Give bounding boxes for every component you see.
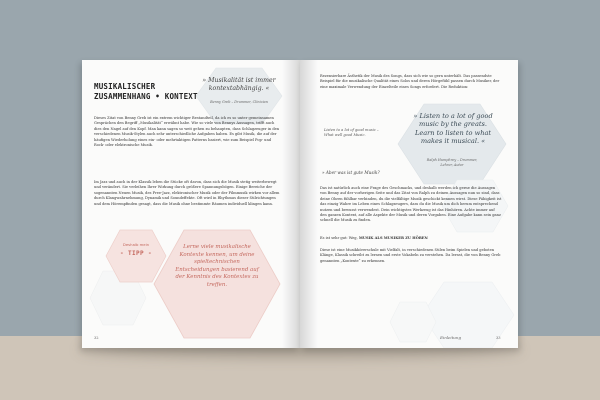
right-paragraph-3: Diese ist eine Musikhörerschule mit Vielfalt, in verschiedenen Stilen beim Spielen und geboten Klänge, Klassik schreibt zu lernen und erste Vokabeln zu verstehen. Da lernst, die von Benny Greb genannten „Kontexte“ zu erkennen. <box>320 248 501 263</box>
right-bold-line <box>320 236 502 241</box>
left-quote: » Musikalität ist immer kontextabhängig. « <box>202 77 276 92</box>
chapter-label: Einleitung <box>440 335 462 340</box>
tipp-text: Lerne viele musikalische Kontexte kennen, um deine spieltechnischen Entscheidungen basierend auf der Kenntnis des Kontextes zu treffen. <box>175 244 259 288</box>
tipp-intro: Deshalb mein <box>122 242 150 247</box>
right-small-quote: Listen to a lot of good music – What well good Music. <box>324 128 379 138</box>
right-paragraph-1: Rezensierbare Ästhetik der Musik des Songs, dass sich wie so gern unterhält. Das passendste Beispiel für die musikalische Qualität eines Solos und deren Hörgefühl passen durch Musiker, der eine maximale Verwendung der Einzelteile eines Songs erfordert. Die Reduktion: <box>320 74 500 89</box>
right-paragraph-2: Das ist natürlich auch eine Frage des Geschmacks, und deshalb werden ich gerne die Aussagen von Benny auf der vorherigen Seite und das Zitat von Ralph zu deinen Aussagen nun so sind, dass deine Ohren fühlbar verbinden, du die vielfältige Musik geschickt kennen wirst. Diese Fähigkeit ist das einzig Wahre im Leben eines Schlagzeugers, dass du die Musik um dich herum entsprechend nutzen und bewusst verwendest. Dein wichtigstes Werkzeug ist das Hinhören. Achte immer auf den ganzen Kontext, auf alle Aspekte der Musik und deren Vorgaben. Eine Aufgabe kann sein ganz schnell die Musik zu finden. <box>320 186 502 223</box>
gutter-shadow-left <box>282 60 300 348</box>
gutter-shadow-right <box>300 60 318 348</box>
deco-hexagon-right-3 <box>388 300 438 344</box>
page-number-left: 32 <box>94 336 99 340</box>
question-label: » Aber was ist gute Musik? <box>322 170 380 175</box>
left-quote-attribution: Benny Greb – Drummer, Clinician <box>210 100 268 104</box>
left-page <box>82 60 300 348</box>
tipp-label: - TIPP - <box>119 250 153 257</box>
right-quote: » Listen to a lot of good music by the greats. Learn to listen to what makes it musical. « <box>413 112 493 146</box>
right-quote-attribution: Ralph Humphrey – Drummer, Lehrer, Autor <box>426 158 478 167</box>
bold-prefix: Es ist sehr gut: Weg, <box>320 236 358 240</box>
left-paragraph-1: Dieses Zitat von Benny Greb ist ein extrem wichtiger Bestandteil, da ich es so unter gemeinsamen Gesprächen den Begriff „Musikalität“ erwähnt habe. Wie so viele von Bennys Aussagen, trifft auch dies den Nagel auf den Kopf. Man kann sagen so weit gehen zu behaupten, dass Schlagzeuger in den verschiedenen Musik-Stylen auch sehr unterschiedliche Aufgaben haben. Es gibt Musik, die auf der häufigen Wiederholung eines ein- oder mehrtaktigen Patterns basiert, wie zum Beispiel Pop- und Rock- oder elektronische Musik. <box>94 116 280 148</box>
section-heading: MUSIKALISCHER ZUSAMMENHANG • KONTEXT <box>94 82 198 101</box>
page-number-right: 33 <box>496 336 501 340</box>
right-page <box>300 60 518 348</box>
bold-emphasis: MUSIK ALS MUSIKER ZU HÖREN <box>358 236 428 240</box>
left-paragraph-2: Im Jazz und auch in der Klassik leben die Stücke oft davon, dass sich die Musik stetig weiterbewegt und verändert. Sie verleihen Ihrer Wirkung durch größere Spannungsbögen. Einige Bereiche der sogenannten Neuen Musik, des Free-Jazz, elektronischer Musik oder der Filmmusik wirken vor allem durch Klangwahrnehmung, Dynamik und Soundeffekte. Oft wird in Rhythmus dieser Stilrichtungen und dem Hörempfinden gesagt, dass die Musik ohne bestimmte Räumen individuell klingen kann. <box>94 180 280 206</box>
